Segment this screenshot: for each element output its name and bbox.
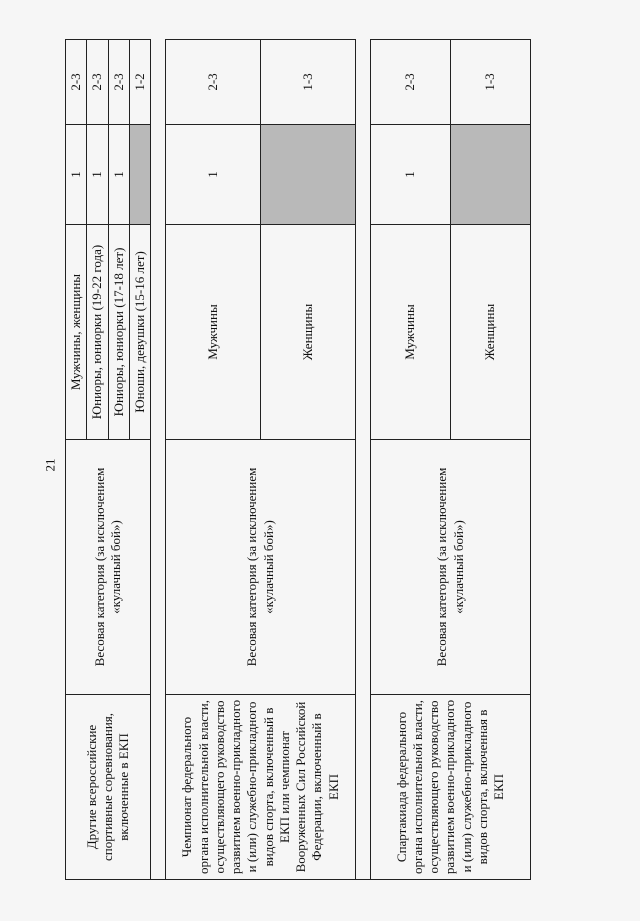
event-cell: Чемпионат федерального органа исполнительной власти, осуществляющего руководство развитием военно-прикладного и (или) служебно-прикладного видов спорта, включенный в ЕКП или чемпионат Вооруженных Сил Российской Федерации, включенный в ЕКП bbox=[166, 695, 356, 880]
table-row bbox=[66, 40, 87, 880]
place-cell: 1 bbox=[66, 125, 87, 225]
place-cell: 1 bbox=[108, 125, 129, 225]
row-gap bbox=[356, 40, 371, 880]
discipline-cell: Весовая категория (за исключением «кулачный бой») bbox=[66, 440, 151, 695]
place-cell: 1 bbox=[371, 125, 451, 225]
range-cell: 2-3 bbox=[371, 40, 451, 125]
page-number: 21 bbox=[42, 458, 58, 472]
group-cell: Юниоры, юниорки (17-18 лет) bbox=[108, 225, 129, 440]
place-cell: 1 bbox=[87, 125, 108, 225]
row-gap bbox=[151, 40, 166, 880]
event-cell: Другие всероссийские спортивные соревнования, включенные в ЕКП bbox=[66, 695, 151, 880]
place-cell: 1 bbox=[166, 125, 261, 225]
range-cell: 2-3 bbox=[166, 40, 261, 125]
table-row bbox=[166, 40, 261, 880]
discipline-cell: Весовая категория (за исключением «кулачный бой») bbox=[371, 440, 531, 695]
group-cell: Мужчины, женщины bbox=[66, 225, 87, 440]
range-cell: 1-3 bbox=[451, 40, 531, 125]
group-cell: Женщины bbox=[261, 225, 356, 440]
shaded-cell bbox=[261, 125, 356, 225]
shaded-cell bbox=[451, 125, 531, 225]
table-row bbox=[371, 40, 451, 880]
discipline-cell: Весовая категория (за исключением «кулачный бой») bbox=[166, 440, 356, 695]
group-cell: Юноши, девушки (15-16 лет) bbox=[129, 225, 150, 440]
range-cell: 1-2 bbox=[129, 40, 150, 125]
range-cell: 2-3 bbox=[66, 40, 87, 125]
group-cell: Мужчины bbox=[166, 225, 261, 440]
range-cell: 2-3 bbox=[108, 40, 129, 125]
range-cell: 1-3 bbox=[261, 40, 356, 125]
group-cell: Женщины bbox=[451, 225, 531, 440]
rotated-table-wrapper bbox=[65, 40, 507, 880]
group-cell: Мужчины bbox=[371, 225, 451, 440]
shaded-cell bbox=[129, 125, 150, 225]
range-cell: 2-3 bbox=[87, 40, 108, 125]
event-cell: Спартакиада федерального органа исполнительной власти, осуществляющего руководство развитием военно-прикладного и (или) служебно-прикладного видов спорта, включенная в ЕКП bbox=[371, 695, 531, 880]
group-cell: Юниоры, юниорки (19-22 года) bbox=[87, 225, 108, 440]
classification-table bbox=[65, 39, 531, 880]
